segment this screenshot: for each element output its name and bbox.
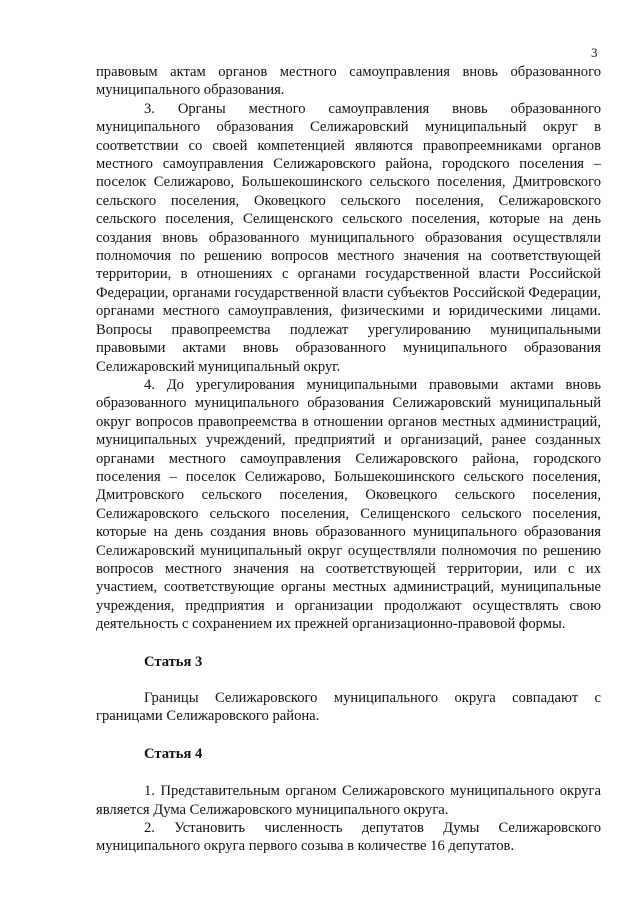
paragraph-continuation: правовым актам органов местного самоуправления вновь образованного муниципального образования.	[96, 64, 601, 99]
article-4-item-1: 1. Представительным органом Селижаровского муниципального округа является Дума Селижаровского муниципального округа.	[96, 783, 601, 818]
article-3-heading: Статья 3	[144, 653, 203, 670]
page-number: 3	[591, 45, 598, 60]
document-body	[96, 63, 601, 856]
paragraph-item-3: 3. Органы местного самоуправления вновь образованного муниципального образования Селижаровский муниципальный округ в соответствии со своей компетенцией являются правопреемниками органов местного самоуправления Селижаровского района, городского поселения – поселок Селижарово, Большекошинского сельского поселения, Дмитровского сельского поселения, Оковецкого сельского поселения, Селижаровского сельского поселения, Селищенского сельского поселения, которые на день создания вновь образованного муниципального образования осуществляли полномочия по решению вопросов местного значения на соответствующей территории, в отношениях с органами государственной власти Российской Федерации, органами государственной власти субъектов Российской Федерации, органами местного самоуправления, физическими и юридическими лицами. Вопросы правопреемства подлежат урегулированию муниципальными правовыми актами вновь образованного муниципального образования Селижаровский муниципальный округ.	[96, 100, 601, 375]
article-4-heading: Статья 4	[144, 745, 203, 762]
article-4-item-2: 2. Установить численность депутатов Думы Селижаровского муниципального округа первого созыва в количестве 16 депутатов.	[96, 820, 601, 855]
article-3-text: Границы Селижаровского муниципального округа совпадают с границами Селижаровского района.	[96, 690, 601, 725]
paragraph-item-4: 4. До урегулирования муниципальными правовыми актами вновь образованного муниципального образования Селижаровский муниципальный округ вопросов правопреемства в отношении органов местных администраций, муниципальных учреждений, предприятий и организаций, ранее созданных органами местного самоуправления Селижаровского района, городского поселения – поселок Селижарово, Большекошинского сельского поселения, Дмитровского сельского поселения, Оковецкого сельского поселения, Селижаровского сельского поселения, Селищенского сельского поселения, которые на день создания вновь образованного муниципального образования Селижаровский муниципальный округ осуществляли полномочия по решению вопросов местного значения на соответствующей территории, или с их участием, соответствующие органы местных администраций, муниципальные учреждения, предприятия и организации продолжают осуществлять свою деятельность с сохранением их прежней организационно-правовой формы.	[96, 376, 601, 633]
